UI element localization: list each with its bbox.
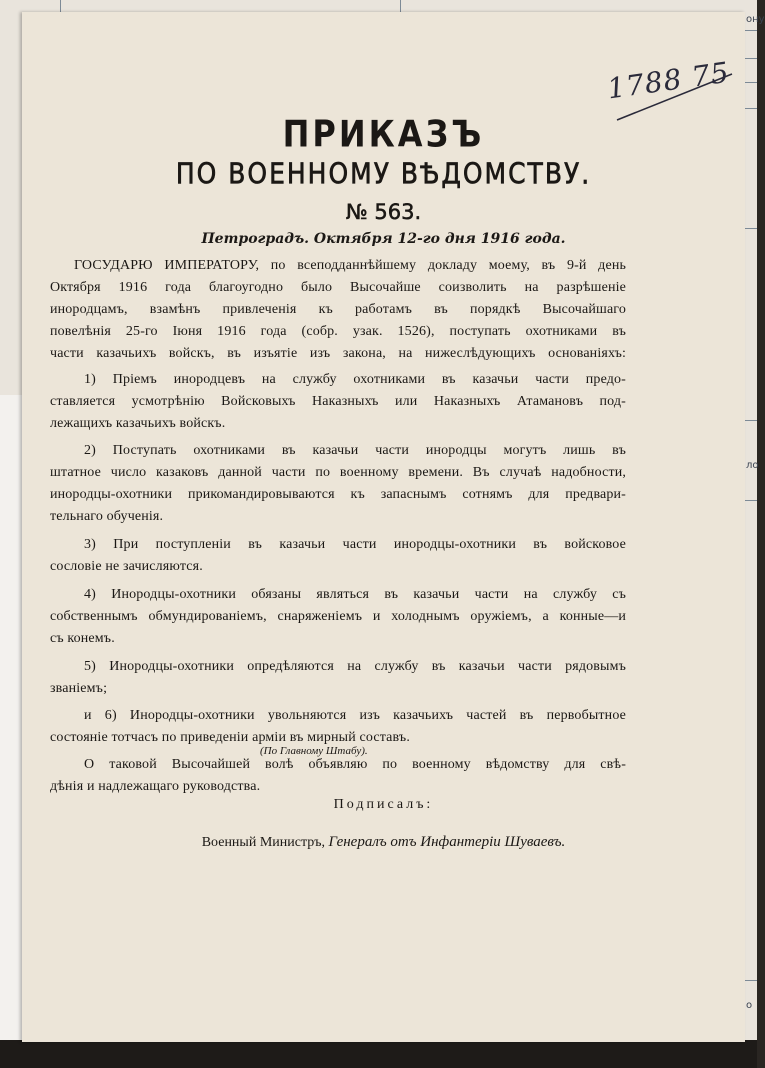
body-line: собственнымъ обмундированіемъ, снаряженіемъ и холоднымъ оружіемъ, а конные—и	[50, 609, 626, 624]
body-line: состояніе тотчасъ по приведеніи арміи въ мирный составъ.	[50, 730, 410, 745]
signature-name: Генералъ отъ Инфантеріи Шуваевъ.	[328, 834, 566, 850]
body-line: 4) Инородцы-охотники обязаны являться въ казачьи части на службу съ	[84, 587, 626, 602]
body-line: 3) При поступленіи въ казачьи части инородцы-охотники въ войсковое	[84, 537, 626, 552]
document-title: ПРИКАЗЪ	[282, 112, 485, 156]
binding-edge	[0, 1040, 757, 1068]
body-line: повелѣнія 25-го Іюня 1916 года (собр. узак. 1526), поступать охотниками въ	[50, 324, 626, 339]
body-line: съ конемъ.	[50, 631, 115, 646]
body-line: и 6) Инородцы-охотники увольняются изъ казачьихъ частей въ первобытное	[84, 708, 626, 723]
margin-fragment: о	[746, 1000, 753, 1011]
body-line: штатное число казаковъ данной части по военному времени. Въ случаѣ надобности,	[50, 465, 626, 480]
attribution: (По Главному Штабу).	[260, 745, 368, 757]
body-line: инородцамъ, взамѣнъ привлеченія къ работамъ въ порядкѣ Высочайшаго	[50, 302, 626, 317]
order-number: № 563.	[345, 200, 422, 224]
body-line: лежащихъ казачьихъ войскъ.	[50, 416, 226, 431]
body-line: ставляется усмотрѣнію Войсковыхъ Наказныхъ или Наказныхъ Атамановъ под-	[50, 394, 626, 409]
signature-line	[22, 834, 745, 851]
signed-label: Подписалъ:	[333, 797, 434, 812]
document-subtitle: ПО ВОЕННОМУ ВѢДОМСТВУ.	[175, 156, 592, 191]
body-line: 2) Поступать охотниками въ казачьи части инородцы могутъ лишь въ	[84, 443, 626, 458]
body-line: дѣнія и надлежащаго руководства.	[50, 779, 261, 794]
body-line: 1) Пріемъ инородцевъ на службу охотниками въ казачьи части предо-	[84, 372, 626, 387]
body-line: Октября 1916 года благоугодно было Высочайше соизволить на разрѣшеніе	[50, 280, 626, 295]
margin-fragment: ону	[746, 14, 765, 25]
archive-number: 1788 75	[605, 55, 732, 106]
body-line: тельнаго обученія.	[50, 509, 164, 524]
margin-fragment: ло	[746, 460, 759, 471]
place-date: Петроградъ. Октября 12-го дня 1916 года.	[201, 231, 566, 247]
body-line: инородцы-охотники прикомандировываются къ запаснымъ сотнямъ для предвари-	[50, 487, 626, 502]
body-line: О таковой Высочайшей волѣ объявляю по военному вѣдомству для свѣ-	[84, 757, 626, 772]
body-line: ГОСУДАРЮ ИМПЕРАТОРУ, по всеподданнѣйшему докладу моему, въ 9-й день	[74, 258, 626, 273]
signature-position: Военный Министръ,	[201, 835, 325, 850]
body-line: сословіе не зачисляются.	[50, 559, 203, 574]
body-line: званіемъ;	[50, 681, 108, 696]
body-line: части казачьихъ войскъ, въ изъятіе изъ закона, на нижеслѣдующихъ основаніяхъ:	[50, 346, 626, 361]
document-page	[22, 12, 745, 1042]
body-line: 5) Инородцы-охотники опредѣляются на службу въ казачьи части рядовымъ	[84, 659, 626, 674]
